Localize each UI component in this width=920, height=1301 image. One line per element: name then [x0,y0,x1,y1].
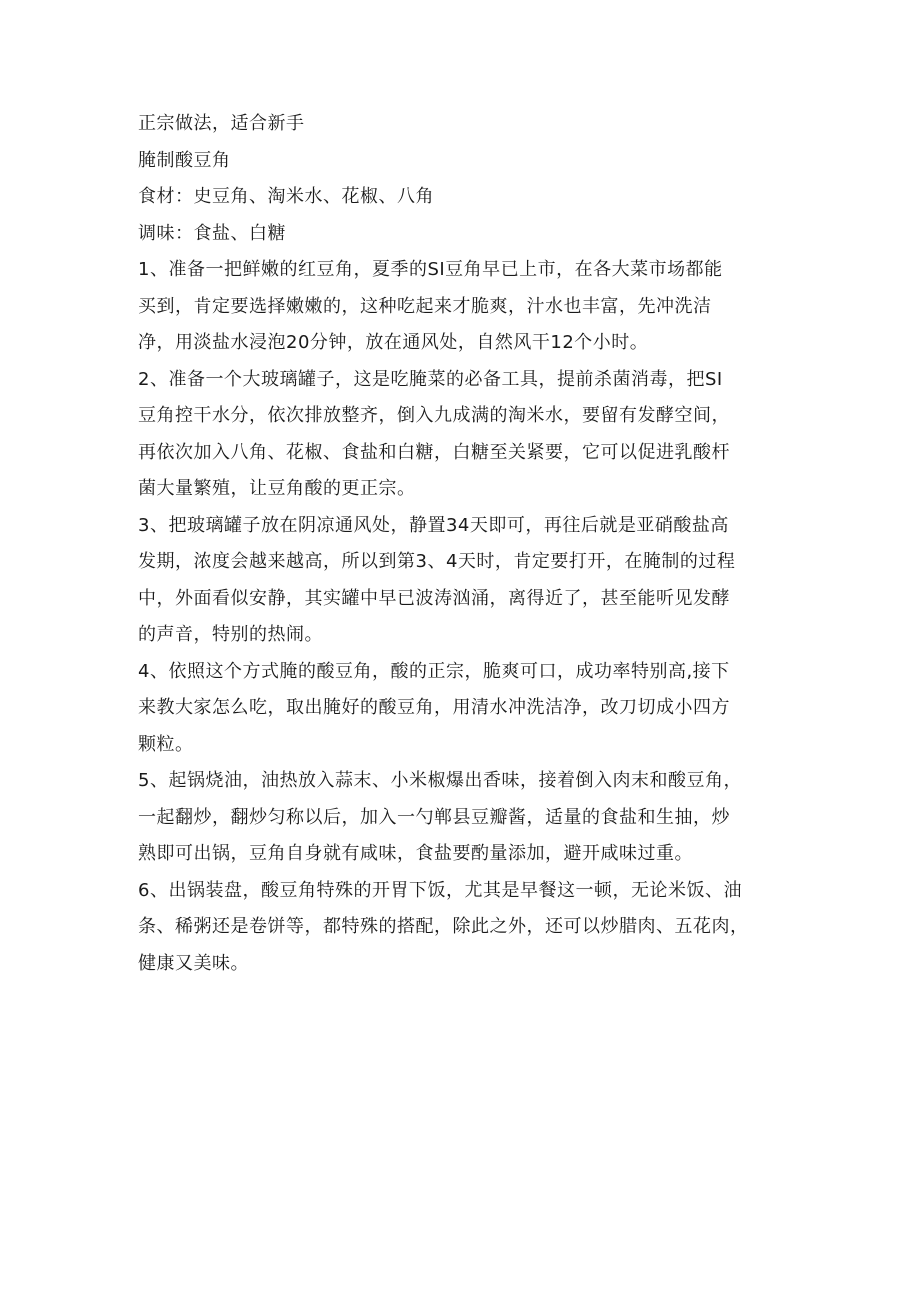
step-line: 的声音，特别的热闹。 [138,624,323,645]
step-line: 来教大家怎么吃，取出腌好的酸豆角，用清水冲洗洁净，改刀切成小四方 [138,697,730,718]
step-3 [138,508,798,654]
step-5 [138,763,798,873]
step-line: 中，外面看似安静，其实罐中早已波涛汹涌，离得近了，甚至能听见发酵 [138,587,730,609]
step-2 [138,362,798,508]
seasoning-line: 调味：食盐、白糖 [138,222,286,244]
step-4 [138,654,798,764]
step-line: 菌大量繁殖，让豆角酸的更正宗。 [138,478,416,499]
step-line: 健康又美味。 [138,952,249,974]
step-line: 4、依照这个方式腌的酸豆角，酸的正宗，脆爽可口，成功率特别高,接下 [138,660,730,682]
ingredients-line: 食材：史豆角、淘米水、花椒、八角 [138,186,434,207]
step-line: 净，用淡盐水浸泡20分钟，放在通风处，自然风干12个小时。 [138,332,649,353]
step-line: 6、出锅装盘，酸豆角特殊的开胃下饭，尤其是早餐这一顿，无论米饭、油 [138,879,742,901]
document-subtitle: 正宗做法，适合新手 [138,113,305,134]
step-line: 买到，肯定要选择嫩嫩的，这种吃起来才脆爽，汁水也丰富，先冲洗洁 [138,295,712,317]
step-line: 5、起锅烧油，油热放入蒜末、小米椒爆出香味，接着倒入肉末和酸豆角， [138,770,742,791]
step-line: 条、稀粥还是卷饼等，都特殊的搭配，除此之外，还可以炒腊肉、五花肉， [138,916,749,937]
document-title: 腌制酸豆角 [138,149,231,171]
step-line: 3、把玻璃罐子放在阴凉通风处，静置34天即可，再往后就是亚硝酸盐高 [138,514,729,536]
step-line: 再依次加入八角、花椒、食盐和白糖，白糖至关紧要，它可以促进乳酸杆 [138,441,730,463]
step-line: 一起翻炒，翻炒匀称以后，加入一勺郸县豆瓣酱，适量的食盐和生抽，炒 [138,806,730,828]
document-body [138,106,798,982]
step-line: 发期，浓度会越来越高，所以到第3、4天时，肯定要打开，在腌制的过程 [138,551,736,572]
step-line: 颗粒。 [138,733,194,755]
step-1 [138,252,798,362]
step-line: 2、准备一个大玻璃罐子，这是吃腌菜的必备工具，提前杀菌消毒，把SI [138,368,723,390]
step-6 [138,873,798,983]
step-line: 1、准备一把鲜嫩的红豆角，夏季的SI豆角早已上市，在各大菜市场都能 [138,259,723,280]
step-line: 豆角控干水分，依次排放整齐，倒入九成满的淘米水，要留有发酵空间， [138,405,730,426]
step-line: 熟即可出锅，豆角自身就有咸味，食盐要酌量添加，避开咸味过重。 [138,843,693,864]
